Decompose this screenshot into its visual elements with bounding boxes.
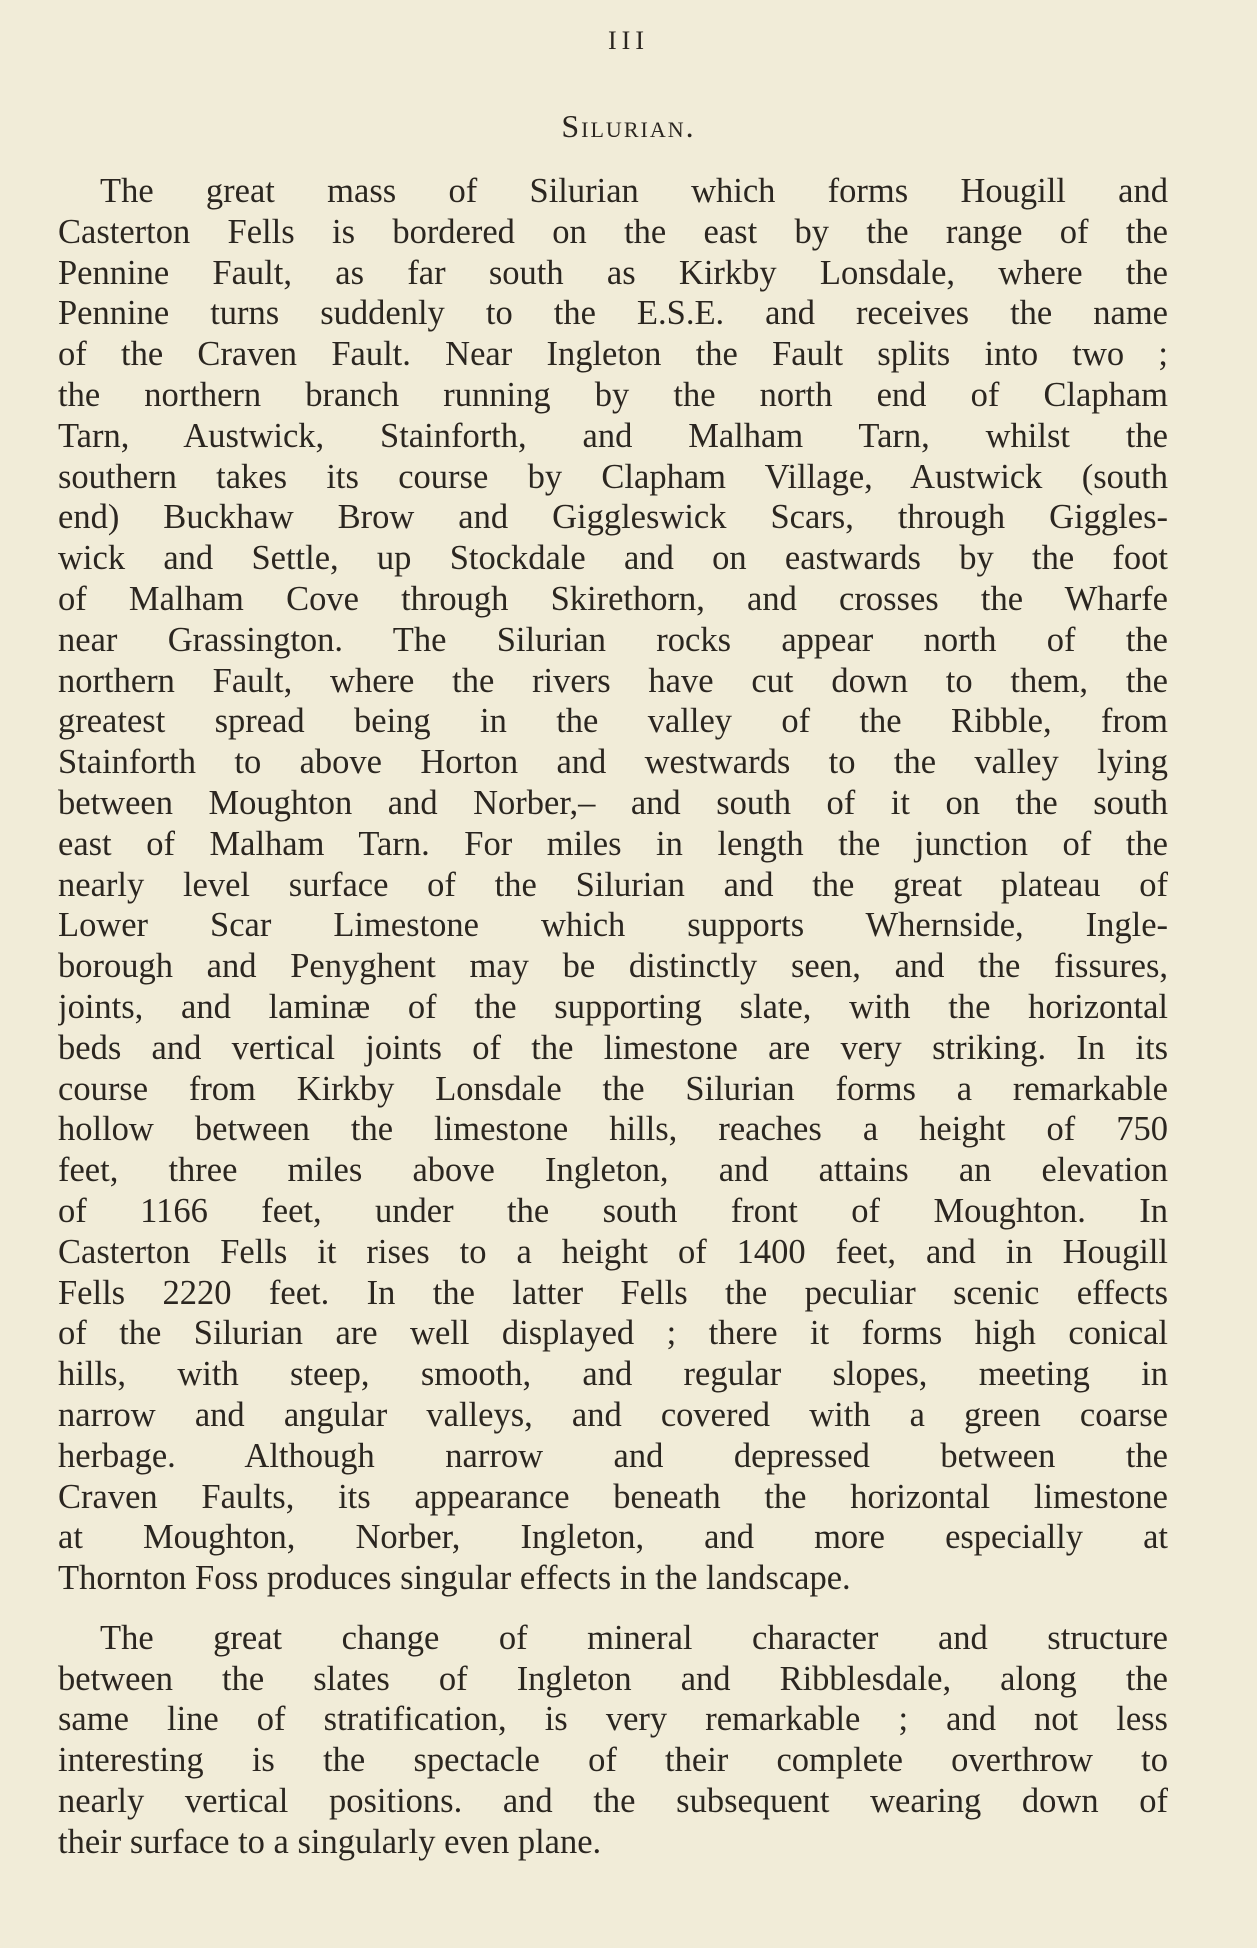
text-line: their surface to a singularly even plane.: [58, 1822, 602, 1861]
text-line: at Moughton, Norber, Ingleton, and more especially at: [58, 1518, 1168, 1557]
text-line: Casterton Fells is bordered on the east by the range of the: [58, 212, 1168, 251]
text-line: wick and Settle, up Stockdale and on eastwards by the foot: [58, 539, 1168, 578]
paragraph-1: [58, 171, 1168, 1599]
text-line: same line of stratification, is very remarkable ; and not less: [58, 1700, 1168, 1739]
paragraph-2: [58, 1618, 1168, 1863]
paragraph-spacer: [58, 1599, 1168, 1618]
text-line: southern takes its course by Clapham Village, Austwick (south: [58, 457, 1168, 496]
text-line: The great change of mineral character and structure: [100, 1618, 1168, 1657]
text-line: nearly vertical positions. and the subsequent wearing down of: [58, 1782, 1168, 1821]
text-line: Pennine Fault, as far south as Kirkby Lonsdale, where the: [58, 253, 1168, 292]
text-line: herbage. Although narrow and depressed between the: [58, 1436, 1168, 1475]
text-line: of the Craven Fault. Near Ingleton the Fault splits into two ;: [58, 335, 1168, 374]
text-line: of 1166 feet, under the south front of Moughton. In: [58, 1191, 1168, 1230]
text-line: the northern branch running by the north end of Clapham: [58, 375, 1168, 414]
text-line: borough and Penyghent may be distinctly seen, and the fissures,: [58, 947, 1168, 986]
text-line: Pennine turns suddenly to the E.S.E. and receives the name: [58, 294, 1168, 333]
text-line: beds and vertical joints of the limestone are very striking. In its: [58, 1028, 1168, 1067]
text-line: Lower Scar Limestone which supports Whernside, Ingle-: [58, 906, 1168, 945]
text-line: Tarn, Austwick, Stainforth, and Malham Tarn, whilst the: [58, 416, 1168, 455]
text-line: Craven Faults, its appearance beneath the horizontal limestone: [58, 1477, 1168, 1516]
text-line: hollow between the limestone hills, reaches a height of 750: [58, 1110, 1168, 1149]
text-line: northern Fault, where the rivers have cut down to them, the: [58, 661, 1168, 700]
text-line: course from Kirkby Lonsdale the Silurian forms a remarkable: [58, 1069, 1168, 1108]
text-line: end) Buckhaw Brow and Giggleswick Scars, through Giggles-: [58, 498, 1168, 537]
text-line: east of Malham Tarn. For miles in length the junction of the: [58, 824, 1168, 863]
text-line: Casterton Fells it rises to a height of 1400 feet, and in Hougill: [58, 1232, 1168, 1271]
text-line: between Moughton and Norber,– and south of it on the south: [58, 783, 1168, 822]
text-line: joints, and laminæ of the supporting slate, with the horizontal: [58, 987, 1168, 1026]
text-line: Thornton Foss produces singular effects in the landscape.: [58, 1559, 851, 1598]
section-heading: Silurian.: [561, 108, 696, 144]
page-number: III: [608, 26, 649, 55]
text-line: feet, three miles above Ingleton, and attains an elevation: [58, 1151, 1168, 1190]
text-line: of Malham Cove through Skirethorn, and crosses the Wharfe: [58, 579, 1168, 618]
text-line: interesting is the spectacle of their complete overthrow to: [58, 1741, 1168, 1780]
text-line: hills, with steep, smooth, and regular slopes, meeting in: [58, 1355, 1168, 1394]
text-line: between the slates of Ingleton and Ribblesdale, along the: [58, 1659, 1168, 1698]
body-text: [58, 171, 1168, 1863]
text-line: greatest spread being in the valley of the Ribble, from: [58, 702, 1168, 741]
text-line: nearly level surface of the Silurian and the great plateau of: [58, 865, 1168, 904]
text-line: Stainforth to above Horton and westwards to the valley lying: [58, 743, 1168, 782]
text-line: near Grassington. The Silurian rocks appear north of the: [58, 620, 1168, 659]
text-line: narrow and angular valleys, and covered with a green coarse: [58, 1395, 1168, 1434]
text-line: The great mass of Silurian which forms Hougill and: [100, 172, 1168, 210]
text-line: Fells 2220 feet. In the latter Fells the peculiar scenic effects: [58, 1273, 1168, 1312]
text-line: of the Silurian are well displayed ; there it forms high conical: [58, 1314, 1168, 1353]
